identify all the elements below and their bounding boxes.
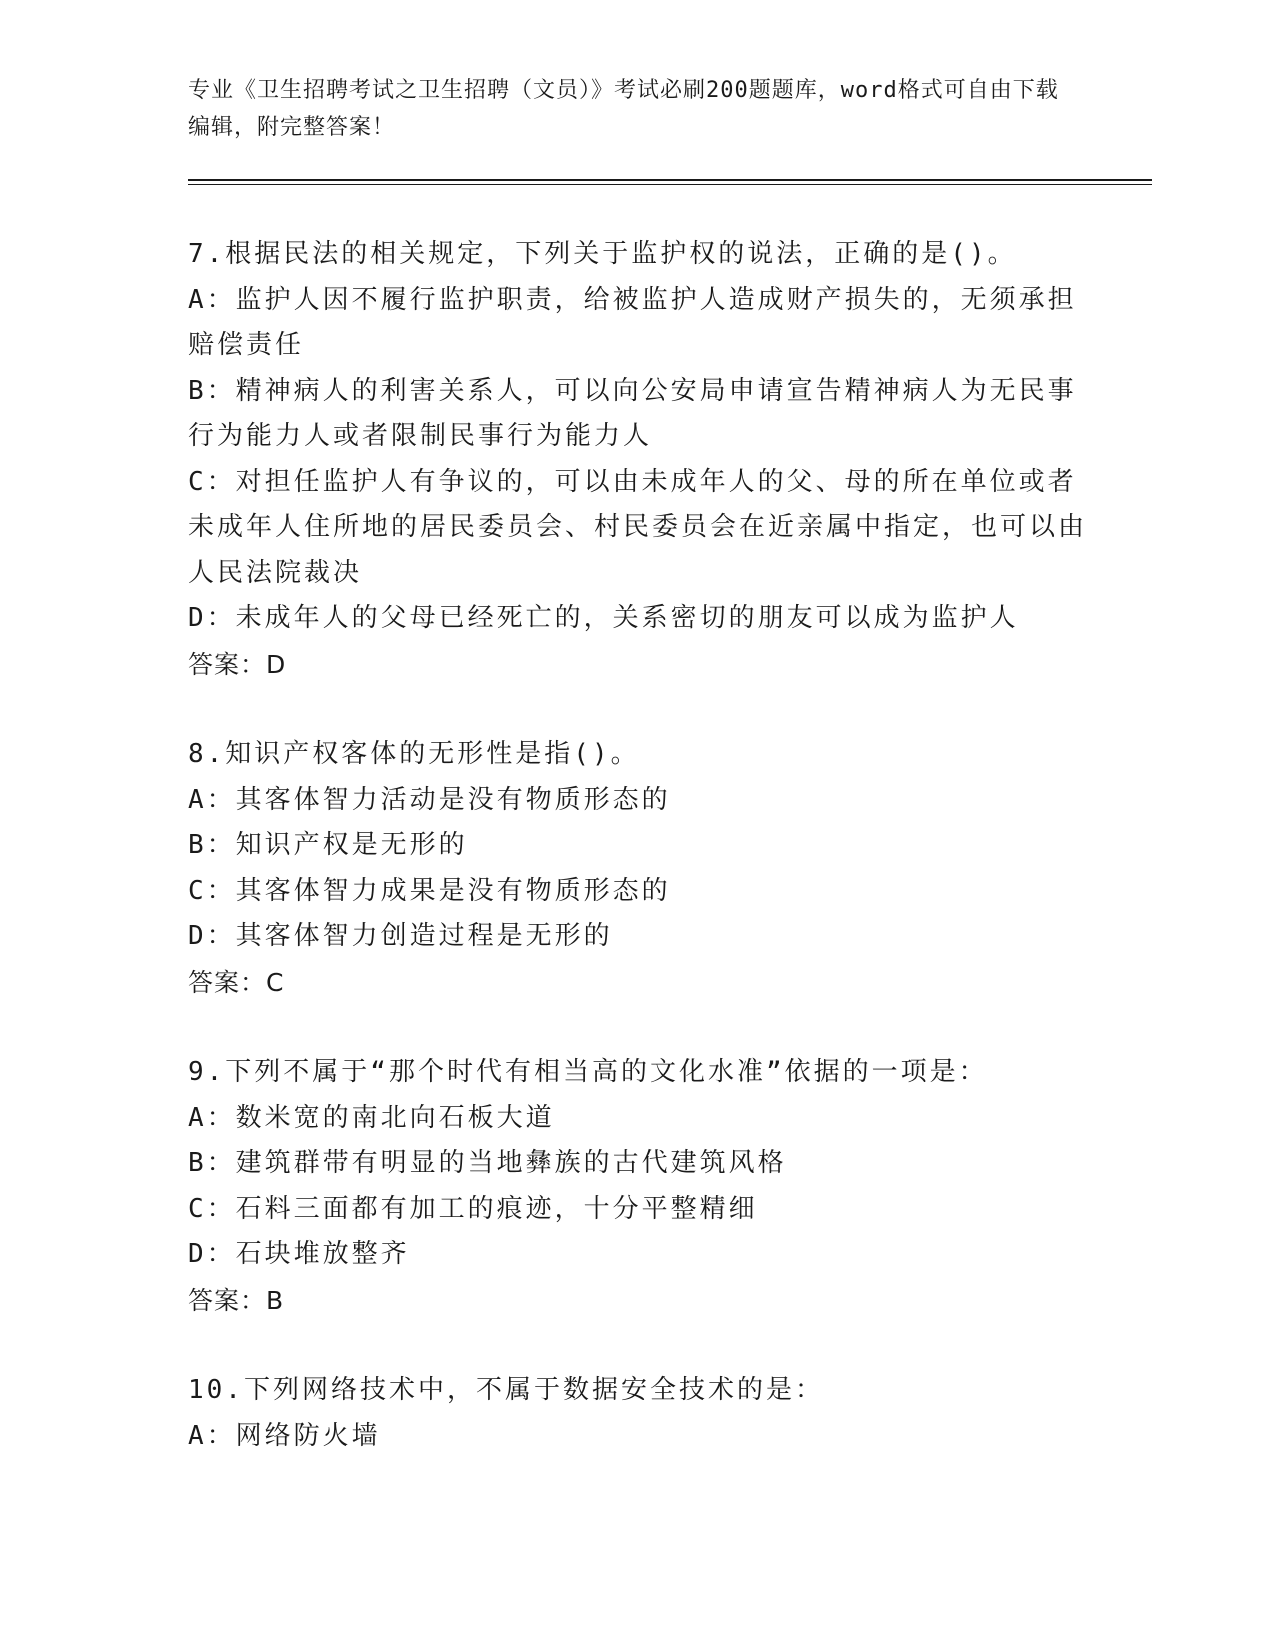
question-stem: 7.根据民法的相关规定，下列关于监护权的说法，正确的是()。: [188, 239, 1017, 269]
question-stem: 9.下列不属于“那个时代有相当高的文化水准”依据的一项是：: [188, 1057, 988, 1087]
option-d: D：其客体智力创造过程是无形的: [188, 921, 613, 951]
header-divider-thin: [188, 184, 1152, 185]
header-divider-thick: [188, 179, 1152, 181]
answer-label: 答案：B: [188, 1285, 285, 1315]
question-9: [188, 1050, 1088, 1323]
option-b: B：精神病人的利害关系人，可以向公安局申请宣告精神病人为无民事行为能力人或者限制民事行为能力人: [188, 375, 1077, 451]
question-stem: 8.知识产权客体的无形性是指()。: [188, 739, 640, 769]
question-10: [188, 1368, 1088, 1459]
option-a: A：其客体智力活动是没有物质形态的: [188, 784, 671, 815]
option-b: B：建筑群带有明显的当地彝族的古代建筑风格: [188, 1148, 787, 1178]
question-stem: 10.下列网络技术中，不属于数据安全技术的是：: [188, 1375, 824, 1405]
option-a: A：数米宽的南北向石板大道: [188, 1102, 555, 1133]
answer-label: 答案：C: [188, 967, 285, 997]
option-a: A：监护人因不履行监护职责，给被监护人造成财产损失的，无须承担赔偿责任: [188, 284, 1077, 360]
question-list: [188, 232, 1088, 1504]
option-d: D：未成年人的父母已经死亡的，关系密切的朋友可以成为监护人: [188, 603, 1019, 633]
option-c: C：其客体智力成果是没有物质形态的: [188, 875, 671, 906]
option-b: B：知识产权是无形的: [188, 830, 468, 860]
option-a: A：网络防火墙: [188, 1420, 381, 1451]
question-8: [188, 732, 1088, 1005]
answer-label: 答案：D: [188, 649, 287, 679]
option-c: C：对担任监护人有争议的，可以由未成年人的父、母的所在单位或者未成年人住所地的居民委员会、村民委员会在近亲属中指定，也可以由人民法院裁决: [188, 466, 1088, 588]
question-7: [188, 232, 1088, 687]
option-c: C：石料三面都有加工的痕迹，十分平整精细: [188, 1193, 758, 1224]
document-header: 专业《卫生招聘考试之卫生招聘（文员）》考试必刷200题题库，word格式可自由下载编辑，附完整答案！: [188, 78, 1059, 140]
option-d: D：石块堆放整齐: [188, 1239, 410, 1269]
